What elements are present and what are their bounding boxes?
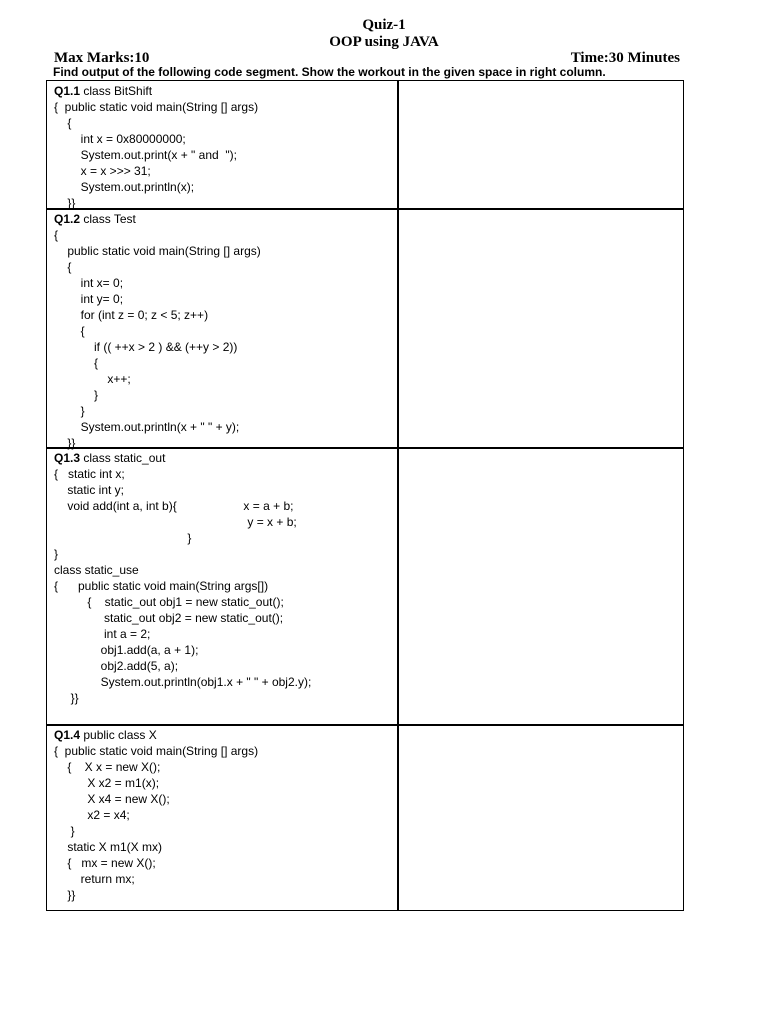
instructions: Find output of the following code segment. Show the workout in the given space in right column.: [53, 65, 606, 79]
code-line: [54, 546, 58, 562]
code-text: }}: [54, 196, 76, 210]
workout-area-q1-4[interactable]: [399, 726, 682, 909]
code-text: }: [54, 547, 59, 561]
time-limit: Time:30 Minutes: [570, 50, 680, 66]
code-line: [54, 435, 75, 451]
code-text: }}: [54, 888, 76, 902]
code-line: [54, 323, 85, 339]
code-line: [54, 243, 261, 259]
code-line: [54, 626, 150, 642]
code-text: if (( ++x > 2 ) && (++y > 2)): [54, 340, 238, 354]
code-line: [54, 887, 75, 903]
code-line: [54, 775, 159, 791]
code-line: [54, 403, 85, 419]
code-text: System.out.println(x + " " + y);: [54, 420, 240, 434]
code-line: [54, 131, 186, 147]
code-text: { static int x;: [54, 467, 125, 481]
code-text: { public static void main(String [] args): [54, 100, 259, 114]
question-number: Q1.4: [54, 728, 81, 742]
code-text: {: [54, 228, 59, 242]
code-text: x++;: [54, 372, 131, 386]
code-line: [54, 791, 170, 807]
code-line: [54, 83, 152, 99]
code-line: [54, 727, 157, 743]
code-text: void add(int a, int b){ x = a + b;: [54, 499, 294, 513]
code-line: [54, 147, 237, 163]
code-text: int y= 0;: [54, 292, 124, 306]
code-text: { public static void main(String args[]): [54, 579, 269, 593]
code-line: [54, 530, 191, 546]
code-text: int x = 0x80000000;: [54, 132, 186, 146]
code-line: [54, 743, 258, 759]
code-line: [54, 307, 208, 323]
code-line: [54, 419, 239, 435]
code-text: X x4 = new X();: [54, 792, 170, 806]
code-text: public class X: [83, 728, 157, 742]
code-line: [54, 387, 98, 403]
code-text: }: [54, 404, 85, 418]
code-text: }}: [54, 691, 79, 705]
code-text: return mx;: [54, 872, 135, 886]
code-line: [54, 578, 268, 594]
code-text: {: [54, 324, 85, 338]
code-text: {: [54, 260, 72, 274]
code-text: {: [54, 356, 99, 370]
code-line: [54, 674, 311, 690]
code-line: [54, 291, 123, 307]
code-text: System.out.println(x);: [54, 180, 195, 194]
code-text: class BitShift: [83, 84, 153, 98]
code-text: { static_out obj1 = new static_out();: [54, 595, 284, 609]
question-number: Q1.3: [54, 451, 81, 465]
code-text: int a = 2;: [54, 627, 151, 641]
code-text: obj1.add(a, a + 1);: [54, 643, 199, 657]
code-text: }: [54, 824, 75, 838]
code-text: y = x + b;: [54, 515, 297, 529]
code-line: [54, 594, 284, 610]
code-line: [54, 482, 124, 498]
code-text: int x= 0;: [54, 276, 124, 290]
code-line: [54, 871, 135, 887]
code-line: [54, 514, 297, 530]
code-text: static X m1(X mx): [54, 840, 163, 854]
code-text: }}: [54, 436, 76, 450]
code-line: [54, 498, 293, 514]
code-text: static_out obj2 = new static_out();: [54, 611, 284, 625]
code-text: System.out.println(obj1.x + " " + obj2.y);: [54, 675, 312, 689]
max-marks: Max Marks:10: [54, 50, 150, 66]
code-text: for (int z = 0; z < 5; z++): [54, 308, 209, 322]
workout-area-q1-3[interactable]: [399, 449, 682, 724]
code-line: [54, 690, 79, 706]
code-line: [54, 839, 162, 855]
code-text: obj2.add(5, a);: [54, 659, 179, 673]
quiz-title: Quiz-1: [362, 17, 406, 33]
code-line: [54, 610, 283, 626]
code-line: [54, 99, 258, 115]
code-text: class Test: [83, 212, 136, 226]
code-text: {: [54, 116, 72, 130]
code-line: [54, 450, 165, 466]
code-line: [54, 355, 98, 371]
code-line: [54, 195, 75, 211]
code-text: }: [54, 531, 192, 545]
code-line: [54, 759, 160, 775]
code-text: }: [54, 388, 99, 402]
code-text: x = x >>> 31;: [54, 164, 151, 178]
code-text: class static_use: [54, 563, 139, 577]
code-text: { mx = new X();: [54, 856, 156, 870]
code-text: X x2 = m1(x);: [54, 776, 160, 790]
code-text: System.out.print(x + " and ");: [54, 148, 237, 162]
code-line: [54, 211, 136, 227]
code-line: [54, 562, 139, 578]
code-text: x2 = x4;: [54, 808, 130, 822]
code-text: class static_out: [83, 451, 166, 465]
code-line: [54, 658, 178, 674]
code-line: [54, 371, 131, 387]
code-line: [54, 807, 130, 823]
code-line: [54, 339, 237, 355]
code-line: [54, 259, 71, 275]
code-text: public static void main(String [] args): [54, 244, 261, 258]
code-text: { public static void main(String [] args): [54, 744, 259, 758]
code-line: [54, 823, 75, 839]
workout-area-q1-1[interactable]: [399, 81, 682, 208]
code-line: [54, 275, 123, 291]
code-line: [54, 227, 58, 243]
code-line: [54, 115, 71, 131]
code-line: [54, 179, 194, 195]
question-number: Q1.1: [54, 84, 81, 98]
code-line: [54, 163, 151, 179]
question-number: Q1.2: [54, 212, 81, 226]
code-line: [54, 855, 156, 871]
code-line: [54, 466, 125, 482]
subject-title: OOP using JAVA: [329, 34, 439, 50]
code-line: [54, 642, 198, 658]
workout-area-q1-2[interactable]: [399, 210, 682, 447]
quiz-table: [46, 80, 684, 911]
code-text: { X x = new X();: [54, 760, 161, 774]
code-text: static int y;: [54, 483, 125, 497]
